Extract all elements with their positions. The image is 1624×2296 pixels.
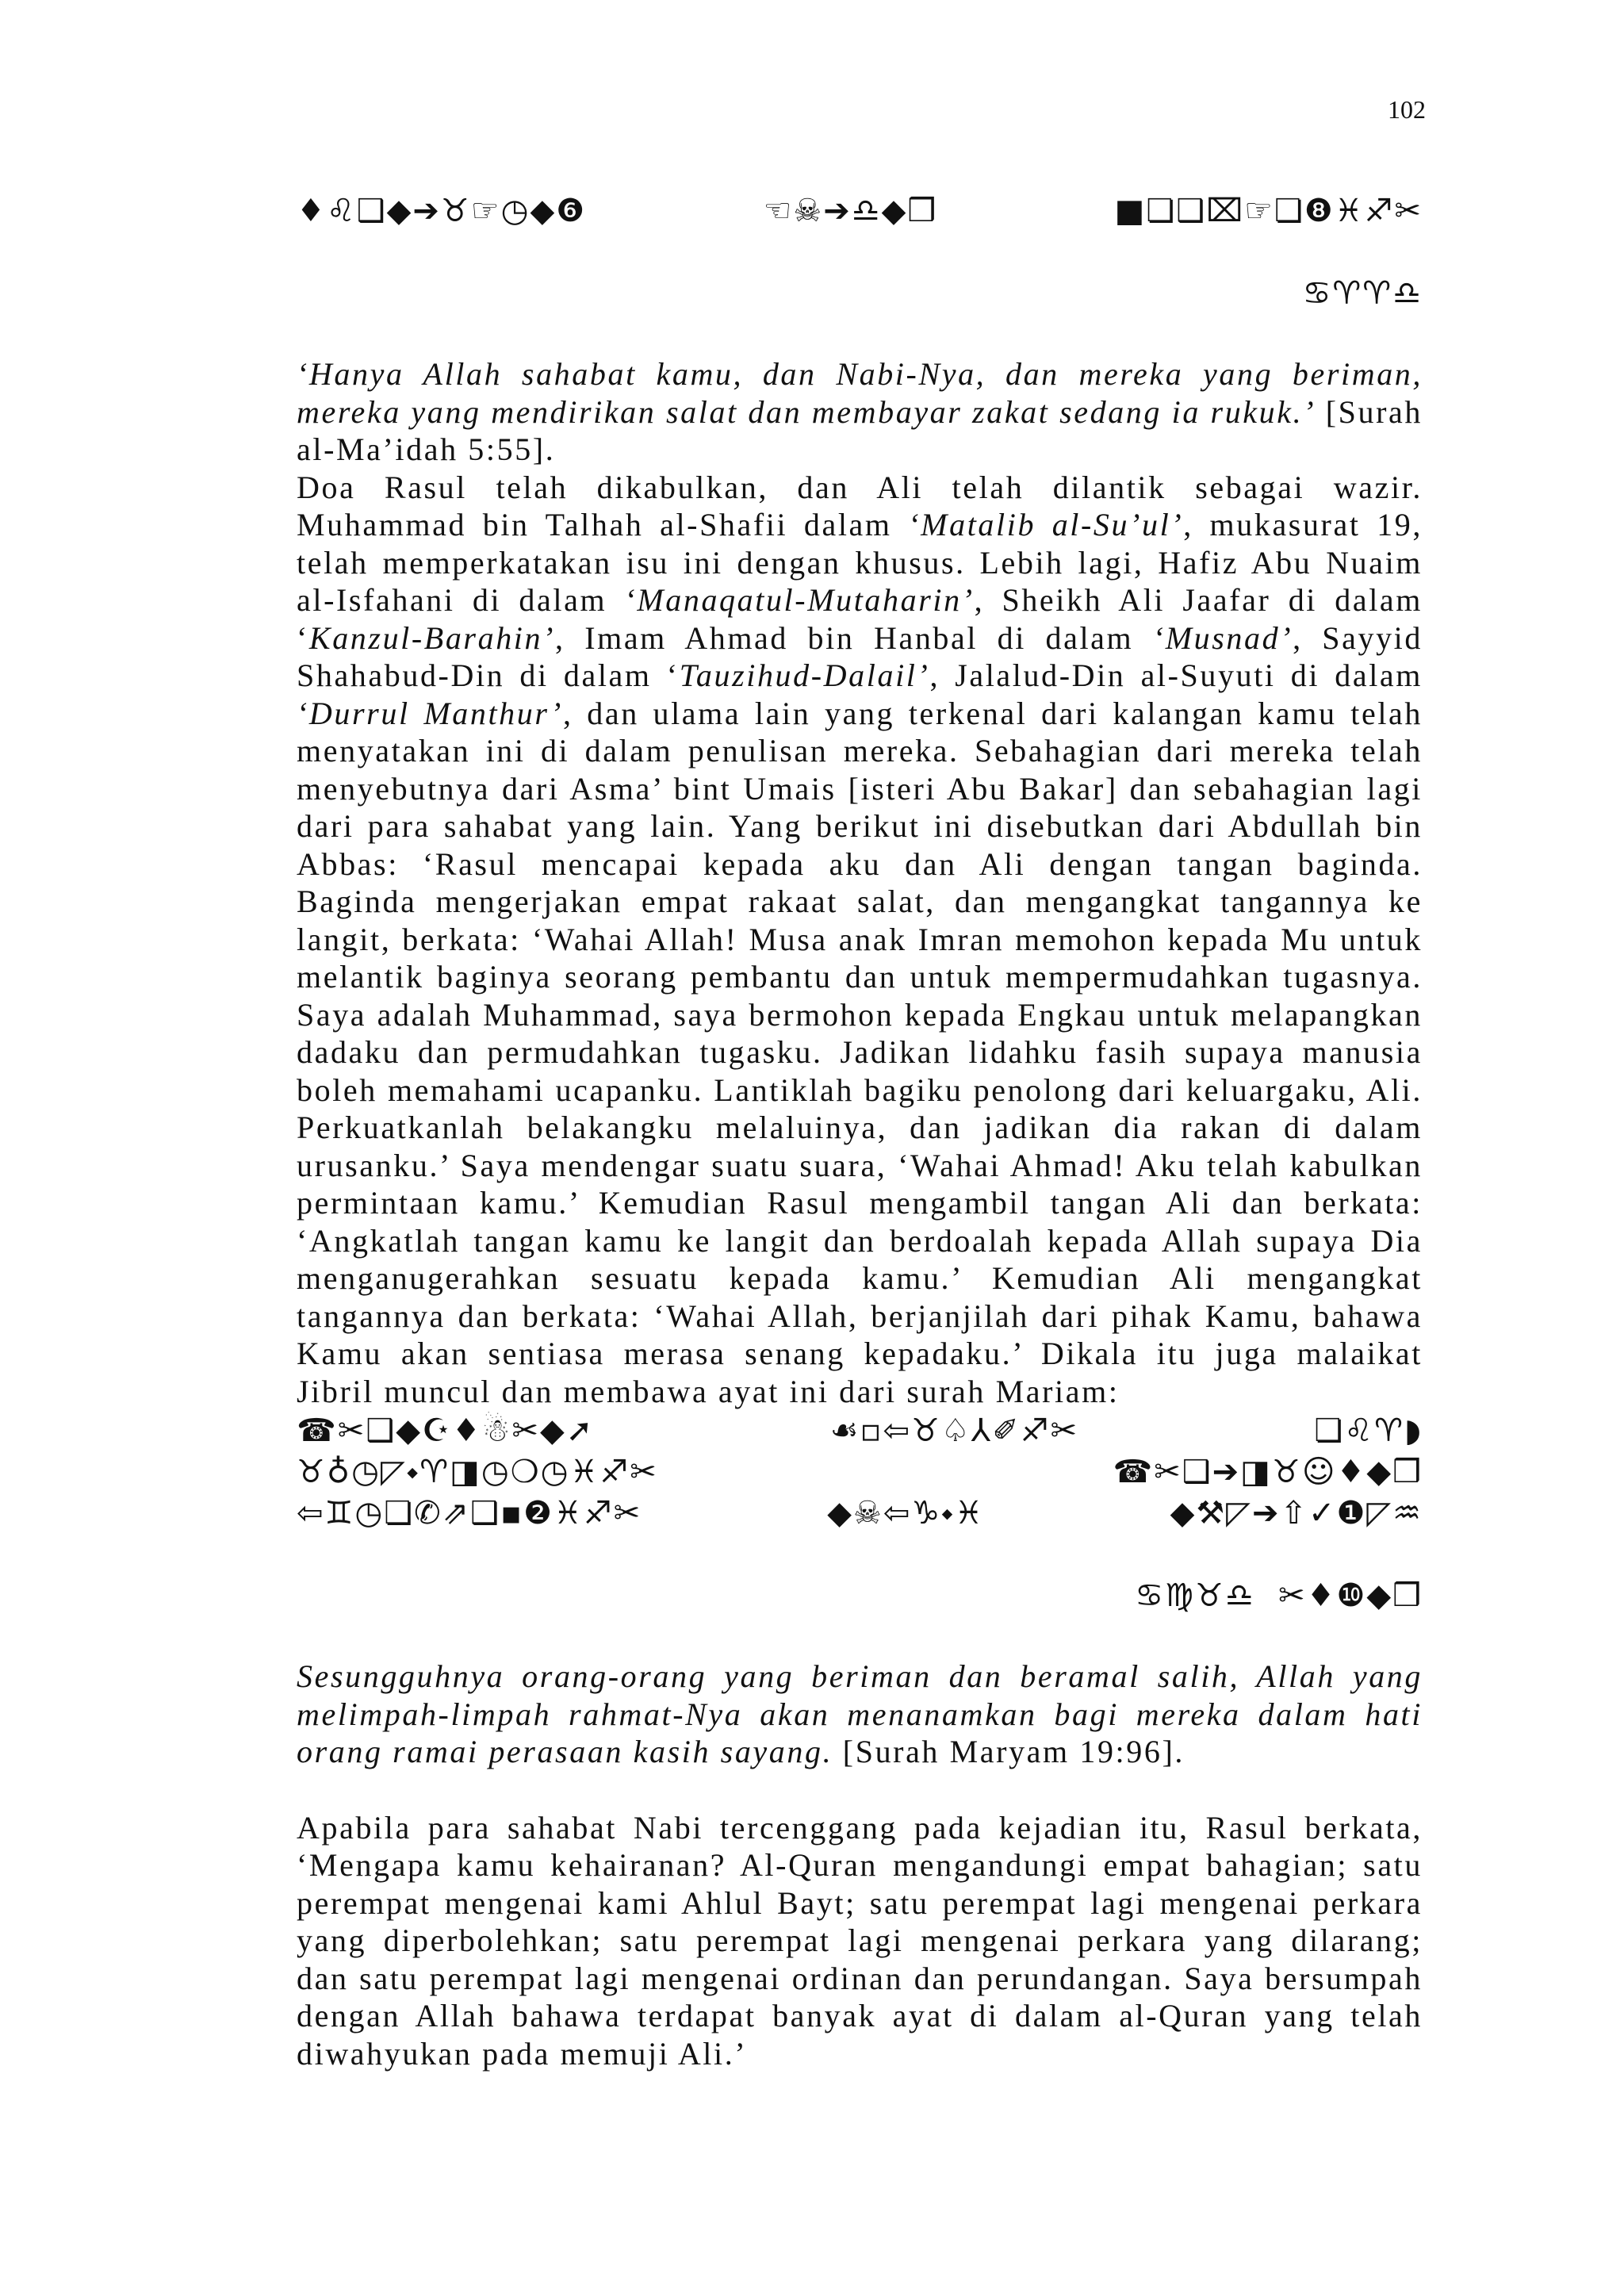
book-title: ‘Matalib al-Su’ul’: [908, 507, 1184, 542]
book-title: ‘Manaqatul-Mutaharin’: [624, 582, 975, 618]
verse1-translation: ‘Hanya Allah sahabat kamu, dan Nabi-Nya, dan mereka yang beriman, mereka yang mendirikan salat dan membayar zakat sedang ia rukuk.’: [297, 356, 1423, 430]
verse2-glyph-word: ♋♍♉♎ ✂♦❿◆❒: [1135, 1577, 1423, 1614]
book-title: ‘Durrul Manthur’: [297, 695, 563, 731]
body-text: , Imam Ahmad bin Hanbal di dalam: [555, 619, 1153, 656]
verse1-translation-block: [297, 355, 1423, 469]
verse1-glyph-word: ■❏❑⌧☞❏❽♓♐✂: [1114, 193, 1423, 229]
paragraph-gap: [297, 1771, 1423, 1809]
verse2-translation: Sesungguhnya orang-orang yang beriman dan beramal salih, Allah yang melimpah-limpah rahmat-Nya akan menanamkan bagi mereka dalam hati orang ramai perasaan kasih sayang.: [297, 1658, 1423, 1769]
verse2-glyph-word: ☎✂❑➔◨♉☺♦◆❒: [1113, 1454, 1423, 1490]
verse1-glyph-word: ♦♌❑◆➔♉☞◷◆❻: [297, 193, 587, 229]
verse2-glyph-line-4: [297, 1534, 1423, 1658]
verse2-glyph-word: ◆☠⇦♑⬩♓: [827, 1495, 985, 1531]
verse2-translation-block: [297, 1658, 1423, 1771]
body-text: , Sayyid Shahabud-Din di dalam ‘: [297, 619, 1423, 693]
book-title: Tauzihud-Dalail’: [679, 657, 930, 693]
page-number: 102: [1388, 95, 1426, 124]
body-text: Doa Rasul telah dikabulkan, dan Ali telah dilantik sebagai wazir. Muhammad bin Talhah al-Shafii dalam: [297, 469, 1423, 542]
verse1-glyph-line-1: [297, 190, 1423, 232]
verse1-glyph-word: ♋♈♈♎: [1302, 275, 1423, 312]
body-text: , mukasurat 19, telah memperkatakan isu ini dengan khusus. Lebih lagi, Hafiz Abu Nuaim al-Isfahani di dalam: [297, 507, 1423, 618]
body-text: , Jalalud-Din al-Suyuti di dalam: [929, 657, 1423, 693]
body-text: , Sheikh Ali Jaafar di dalam ‘: [297, 582, 1423, 656]
verse2-glyph-word: ⇦♊◷❏✆⇗❑▪❷♓♐✂: [297, 1495, 642, 1531]
verse2-glyph-line-1: [297, 1410, 1423, 1451]
verse2-glyph-line-2: [297, 1451, 1423, 1493]
verse1-glyph-word: ☜☠➔♎◆❒: [763, 193, 938, 229]
body-text: , dan ulama lain yang terkenal dari kalangan kamu telah menyatakan ini di dalam penulisan mereka. Sebahagian dari mereka telah menyebutnya dari Asma’ bint Umais [isteri Abu Bakar] dan sebahagian lagi dari para sahabat yang lain. Yang berikut ini disebutkan dari Abdullah bin Abbas: ‘Rasul mencapai kepada aku dan Ali dengan tangan baginda. Baginda mengerjakan empat rakaat salat, dan mengangkat tangannya ke langit, berkata: ‘Wahai Allah! Musa anak Imran memohon kepada Mu untuk melantik baginya seorang pembantu dan untuk mempermudahkan tugasnya. Saya adalah Muhammad, saya bermohon kepada Engkau untuk melapangkan dadaku dan permudahkan tugasku. Jadikan lidahku fasih supaya manusia boleh memahami ucapanku. Lantiklah bagiku penolong dari keluargaku, Ali. Perkuatkanlah belakangku melaluinya, dan jadikan dia rakan di dalam urusanku.’ Saya mendengar suatu suara, ‘Wahai Ahmad! Aku telah kabulkan permintaan kamu.’ Kemudian Rasul mengambil tangan Ali dan berkata: ‘Angkatlah tangan kamu ke langit dan berdoalah kepada Allah supaya Dia menganugerahkan sesuatu kepada kamu.’ Kemudian Ali mengangkat tangannya dan berkata: ‘Wahai Allah, berjanjilah dari pihak Kamu, bahawa Kamu akan sentiasa merasa senang kepadaku.’ Dikala itu juga malaikat Jibril muncul dan membawa ayat ini dari surah Mariam:: [297, 695, 1423, 1409]
verse1-glyph-line-2: [297, 232, 1423, 355]
book-title: ‘Musnad’: [1152, 619, 1293, 656]
page-content: [297, 190, 1423, 2072]
body-paragraph-1: [297, 469, 1423, 1411]
verse2-glyph-word: ❏♌♈◗: [1314, 1412, 1423, 1449]
verse2-glyph-line-3: [297, 1493, 1423, 1534]
book-title: Kanzul-Barahin’: [308, 619, 556, 656]
body-paragraph-2: Apabila para sahabat Nabi tercenggang pada kejadian itu, Rasul berkata, ‘Mengapa kamu kehairanan? Al-Quran mengandungi empat bahagian; satu perempat mengenai kami Ahlul Bayt; satu perempat lagi mengenai perkara yang diperbolehkan; satu perempat lagi mengenai perkara yang dilarang; dan satu perempat lagi mengenai ordinan dan perundangan. Saya bersumpah dengan Allah bahawa terdapat banyak ayat di dalam al-Quran yang telah diwahyukan pada memuji Ali.’: [297, 1809, 1423, 2072]
verse2-reference: [Surah Maryam 19:96].: [842, 1734, 1185, 1769]
verse2-glyph-word: ♉♁◷◸⬩♈◨◷❍◷♓♐✂: [297, 1454, 658, 1490]
verse2-glyph-word: ☎✂❑◆☪♦☃✂◆➚: [297, 1412, 595, 1449]
verse2-glyph-word: ◆⚒◸➔⇧✓❶◸♒: [1170, 1495, 1423, 1531]
verse1-reference: [Surah al-Ma’idah 5:55].: [297, 393, 1423, 467]
verse2-glyph-word: ☙▫⇦♉♤⅄✐♐✂: [829, 1412, 1079, 1449]
